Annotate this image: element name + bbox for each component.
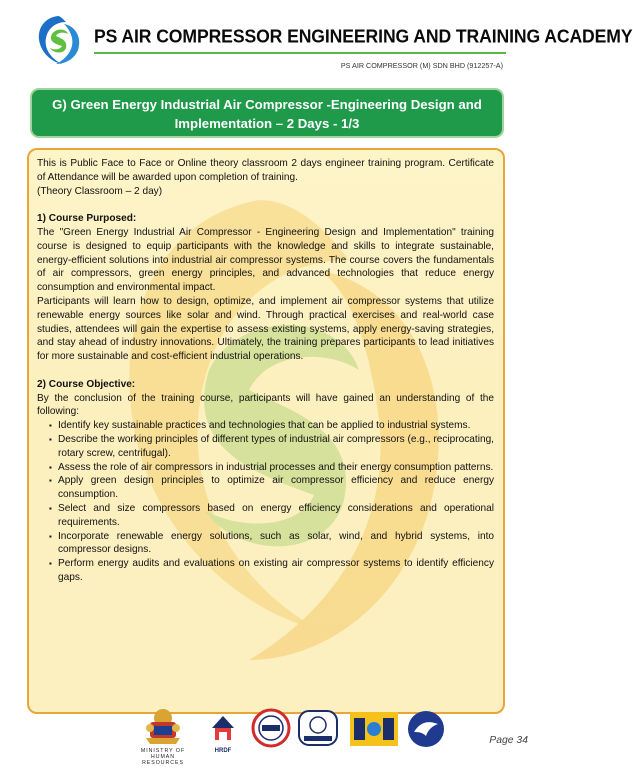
footer-logos: [130, 704, 490, 766]
purpose-heading: 1) Course Purposed:: [37, 213, 137, 225]
page-number: Page 34: [489, 735, 528, 746]
list-item: ▪ Assess the role of air compressors in industrial processes and their energy consumption patterns.: [49, 461, 494, 473]
hrdf-label: HRDF: [214, 748, 232, 754]
intro-paragraph: This is Public Face to Face or Online theory classroom 2 days engineer training program. Certificate of Attendance will be awarded upon completion of training.: [37, 158, 494, 183]
bullet-icon: ▪: [49, 434, 52, 444]
course-title-line-2: Implementation – 2 Days - 1/3: [174, 116, 360, 131]
bullet-icon: ▪: [49, 476, 52, 486]
course-title-banner: [30, 88, 504, 138]
purpose-paragraph: The "Green Energy Industrial Air Compressor - Engineering Design and Implementation" training course is designed to equip participants with the knowledge and skills to integrate sustainable, energy-efficient solutions into industrial air compressor systems. The course covers the fundamentals of air compressors, green energy principles, and advanced technologies that reduce energy consumption and environmental impact.: [37, 226, 494, 294]
course-content-box: [27, 148, 505, 714]
ministry-label: MINISTRY OF HUMAN RESOURCES: [140, 748, 186, 766]
hrd-corp-claimable-icon: [298, 710, 338, 746]
hrdf-logo-icon: [210, 712, 236, 746]
course-title-line-1: G) Green Energy Industrial Air Compressor -Engineering Design and: [52, 97, 482, 112]
list-item: ▪ Perform energy audits and evaluations on existing air compressor systems to identify efficiency gaps.: [49, 558, 494, 583]
ministry-crest-icon: [144, 704, 182, 746]
header-divider: [94, 52, 506, 54]
intro-classroom-note: (Theory Classroom – 2 day): [37, 185, 163, 197]
hrd-corp-badge-icon: [252, 708, 290, 748]
objective-list: [37, 419, 494, 585]
list-item: ▪ Incorporate renewable energy solutions, such as solar, wind, and hybrid systems, into compressor designs.: [49, 530, 494, 556]
bullet-icon: ▪: [49, 559, 52, 569]
bullet-icon: ▪: [49, 531, 52, 541]
bullet-icon: ▪: [49, 503, 52, 513]
academy-title: PS AIR COMPRESSOR ENGINEERING AND TRAINING ACADEMY: [94, 25, 633, 47]
objective-intro: By the conclusion of the training course, participants will have gained an understanding of the following:: [37, 392, 494, 418]
list-item: ▪ Select and size compressors based on energy efficiency considerations and operational requirements.: [49, 502, 494, 528]
bird-logo-icon: [406, 710, 446, 748]
objective-heading: 2) Course Objective:: [37, 378, 136, 390]
company-registration: PS AIR COMPRESSOR (M) SDN BHD (912257-A): [340, 61, 503, 70]
mof-logo-icon: [350, 712, 398, 746]
page-header: [0, 0, 633, 82]
course-content: [29, 150, 503, 585]
ps-logo-icon: [34, 14, 84, 66]
list-item: ▪ Describe the working principles of different types of industrial air compressors (e.g., reciprocating, rotary screw, centrifugal).: [49, 433, 494, 459]
purpose-paragraph: Participants will learn how to design, optimize, and implement air compressor systems that utilize renewable energy sources like solar and wind. Through practical exercises and real-world case studies, attendees will gain the expertise to assess existing systems, apply energy-saving strategies, and stay ahead of industry innovations. Ultimately, the training prepares participants to lead initiatives for more sustainable and cost-efficient industrial operations.: [37, 295, 494, 363]
bullet-icon: ▪: [49, 462, 52, 472]
list-item: ▪ Identify key sustainable practices and technologies that can be applied to industrial systems.: [49, 420, 471, 432]
list-item: ▪ Apply green design principles to optimize air compressor efficiency and reduce energy consumption.: [49, 475, 494, 501]
bullet-icon: ▪: [49, 421, 52, 431]
